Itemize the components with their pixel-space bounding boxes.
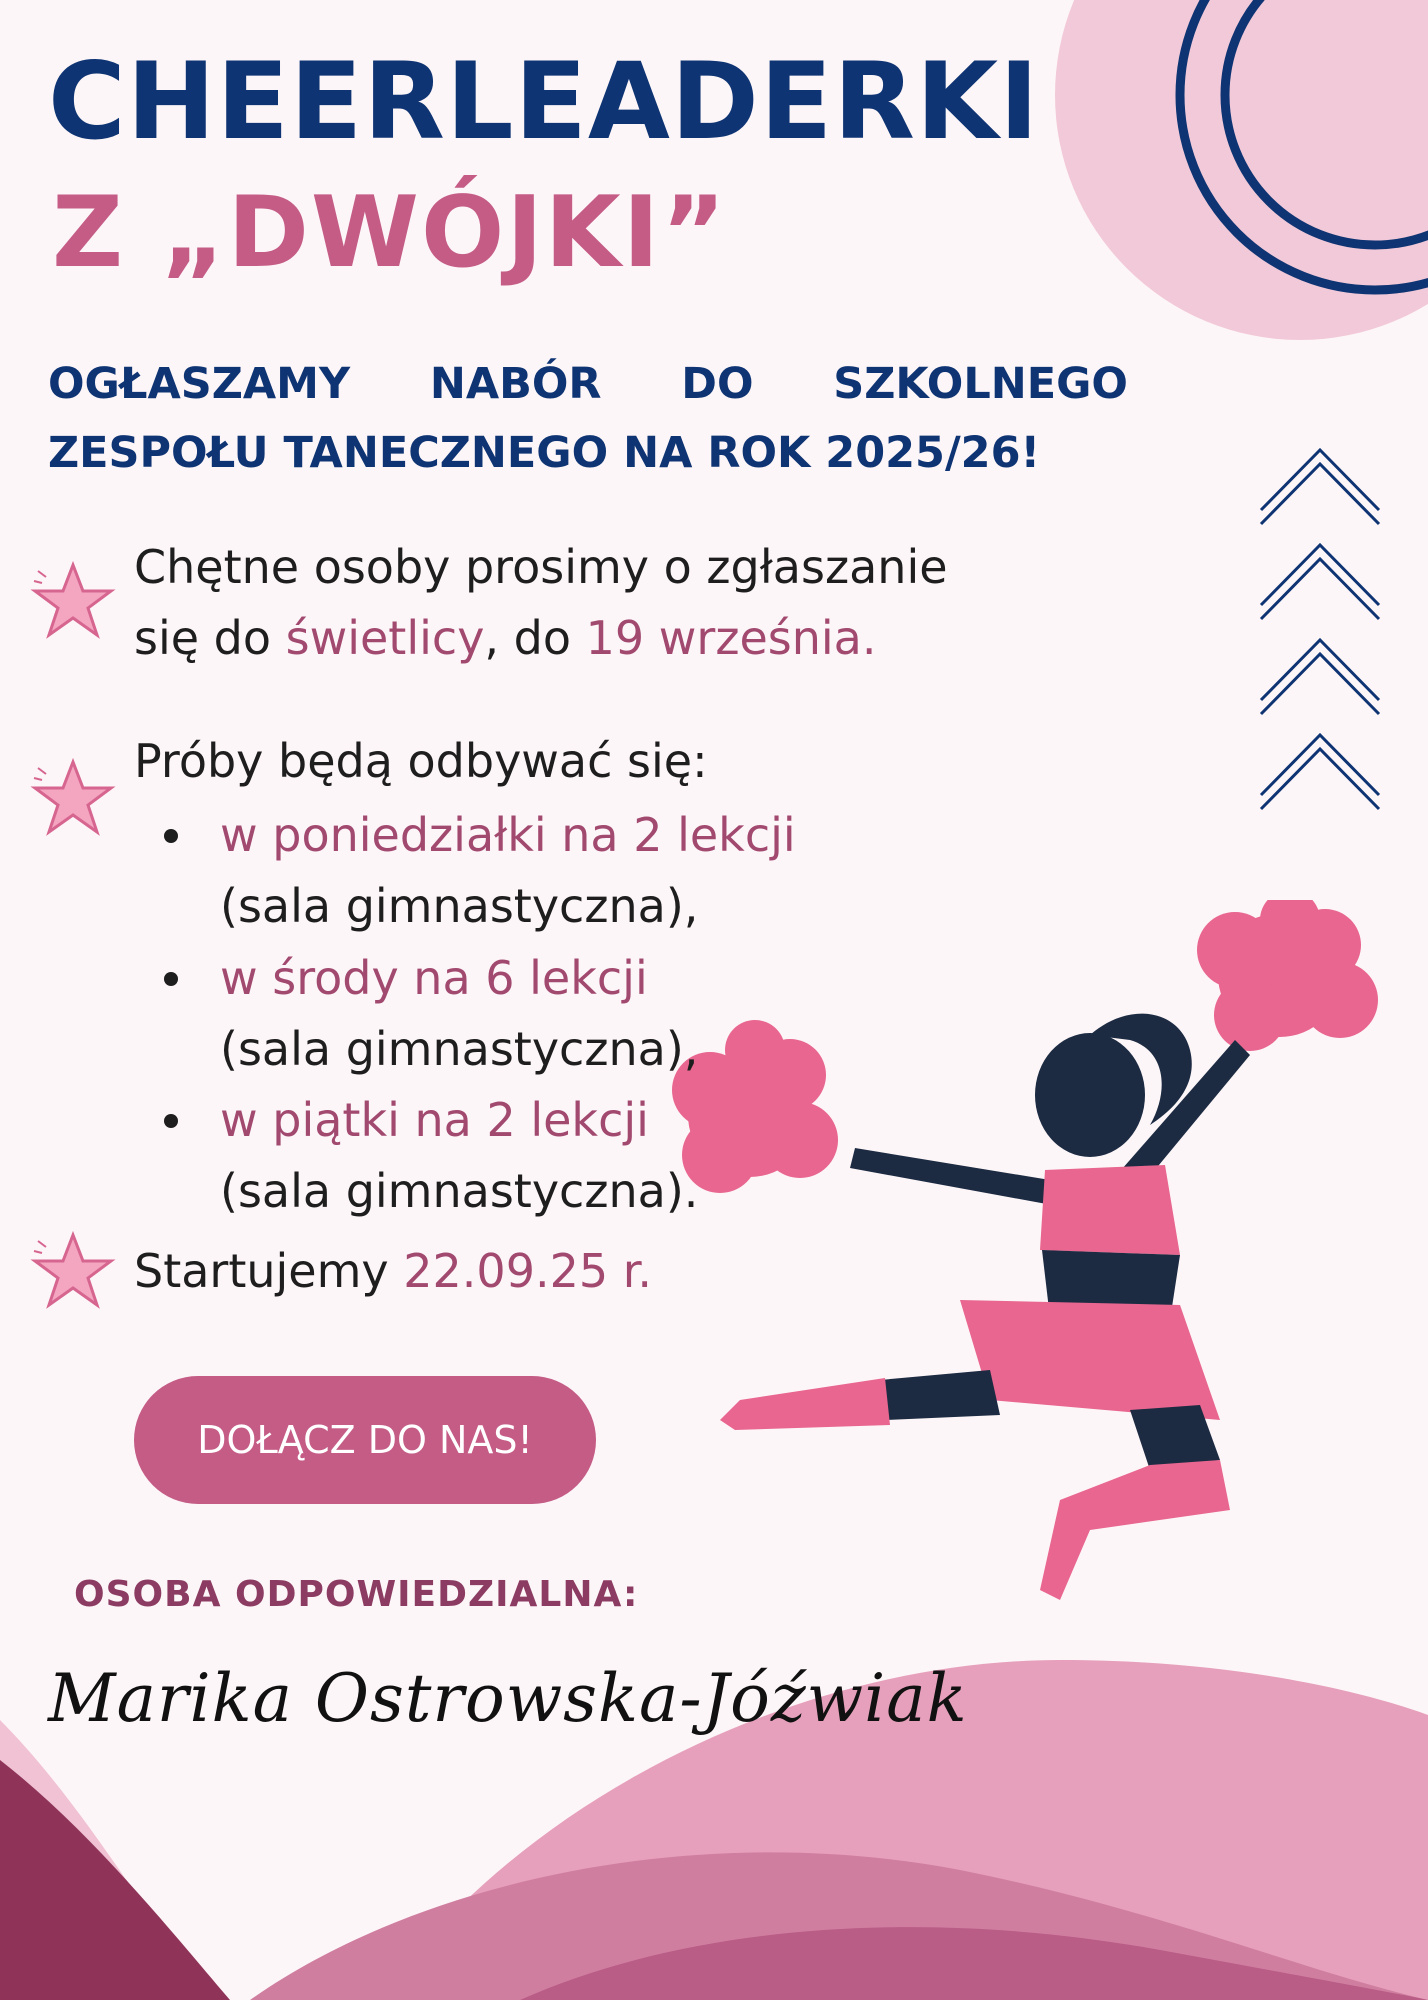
signup-info xyxy=(134,532,948,675)
signup-deadline: 19 września. xyxy=(585,611,877,666)
start-info xyxy=(134,1236,652,1307)
join-us-button[interactable]: DOŁĄCZ DO NAS! xyxy=(134,1376,596,1504)
announcement-word: DO xyxy=(681,359,754,409)
chevron-up-icon xyxy=(1261,640,1379,714)
pompom-right xyxy=(1197,900,1378,1051)
responsible-name: Marika Ostrowska-Jóźwiak xyxy=(48,1660,968,1737)
schedule-intro: Próby będą odbywać się: xyxy=(134,734,708,788)
schedule-item xyxy=(160,943,796,1086)
poster-title-line2: Z „DWÓJKI” xyxy=(52,176,728,290)
poster-title-line1: CHEERLEADERKI xyxy=(48,40,1040,163)
star-icon xyxy=(28,1225,118,1315)
start-date: 22.09.25 r. xyxy=(403,1244,653,1298)
announcement-word: NABÓR xyxy=(429,359,602,409)
schedule-when: w środy na 6 lekcji xyxy=(220,950,648,1005)
schedule-item xyxy=(160,800,796,943)
star-icon xyxy=(28,752,118,842)
star-icon xyxy=(28,555,118,645)
announcement-word: OGŁASZAMY xyxy=(48,359,351,409)
schedule-where: (sala gimnastyczna), xyxy=(220,879,699,934)
schedule-where: (sala gimnastyczna). xyxy=(220,1164,699,1219)
chevron-stack xyxy=(1255,440,1395,820)
bullet xyxy=(164,972,178,986)
signup-place: świetlicy xyxy=(285,611,485,666)
schedule-where: (sala gimnastyczna), xyxy=(220,1021,699,1076)
start-label: Startujemy xyxy=(134,1244,404,1298)
signup-text: , do xyxy=(484,611,586,666)
bullet xyxy=(164,829,178,843)
announcement-line2: ZESPOŁU TANECZNEGO NA ROK 2025/26! xyxy=(48,427,1041,478)
signup-line1: Chętne osoby prosimy o zgłaszanie xyxy=(134,540,948,594)
recruitment-announcement xyxy=(48,350,1128,488)
schedule-item xyxy=(160,1085,796,1228)
schedule-list xyxy=(160,800,796,1228)
responsible-label: OSOBA ODPOWIEDZIALNA: xyxy=(74,1574,639,1615)
signup-line2 xyxy=(134,603,948,674)
signup-text: się do xyxy=(134,611,286,666)
bullet xyxy=(164,1114,178,1128)
chevron-up-icon xyxy=(1261,545,1379,619)
chevron-up-icon xyxy=(1261,735,1379,809)
announcement-line1 xyxy=(48,350,1128,419)
schedule-when: w poniedziałki na 2 lekcji xyxy=(220,808,796,862)
chevron-up-icon xyxy=(1261,450,1379,524)
schedule-when: w piątki na 2 lekcji xyxy=(220,1093,649,1148)
announcement-word: SZKOLNEGO xyxy=(833,359,1128,409)
